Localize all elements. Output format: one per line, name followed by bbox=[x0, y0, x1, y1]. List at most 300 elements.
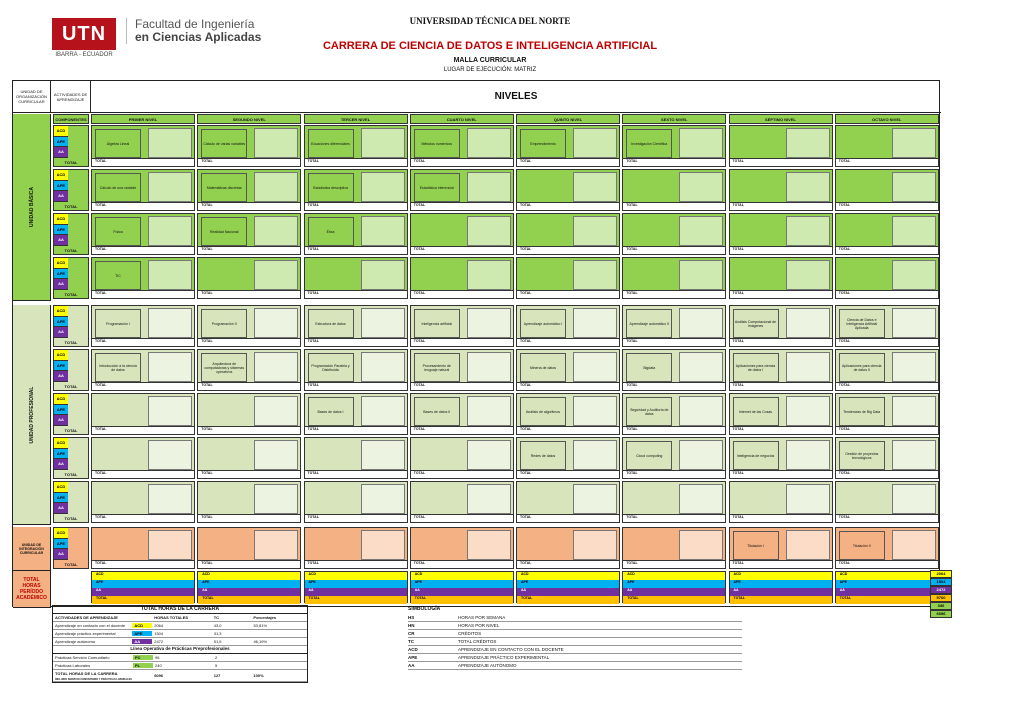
col-activity-header: ACTIVIDADES DE APRENDIZAJE bbox=[51, 81, 91, 113]
subject-hours-grid bbox=[892, 216, 936, 246]
activity-acd-label: ACD bbox=[54, 482, 68, 493]
period-total-aa: AA bbox=[305, 588, 407, 596]
period-total-aa: AA bbox=[517, 588, 619, 596]
subject-cell bbox=[197, 349, 301, 391]
subject-total-row: TOTAL bbox=[411, 290, 513, 298]
subject-total-row: TOTAL bbox=[730, 426, 832, 434]
activity-aa-label: AA bbox=[54, 459, 68, 470]
subject-cell bbox=[197, 125, 301, 167]
activity-ape-label: APE bbox=[54, 449, 68, 460]
subject-total-row: TOTAL bbox=[92, 560, 194, 568]
subject-name: Investigación Científica bbox=[626, 129, 672, 158]
subject-hours-grid bbox=[679, 440, 723, 470]
subject-total-row: TOTAL bbox=[730, 514, 832, 522]
subject-hours-grid bbox=[786, 396, 830, 426]
subject-cell bbox=[622, 169, 726, 211]
subject-total-row: TOTAL bbox=[411, 246, 513, 254]
simbologia-value: HORAS POR NIVEL bbox=[458, 623, 500, 628]
activity-total-label: TOTAL bbox=[64, 292, 78, 298]
utn-logo-sub: IBARRA - ECUADOR bbox=[55, 52, 113, 58]
activity-total-label: TOTAL bbox=[64, 428, 78, 434]
faculty-line1: Facultad de Ingeniería bbox=[135, 17, 255, 31]
right-total-1: 1504 bbox=[930, 578, 952, 586]
activity-aa-label: AA bbox=[54, 279, 68, 290]
niveles-header: NIVELES bbox=[91, 81, 941, 113]
period-total-total: TOTAL bbox=[411, 596, 513, 604]
subject-cell bbox=[304, 393, 408, 435]
subject-hours-grid bbox=[467, 352, 511, 382]
subject-hours-grid bbox=[786, 308, 830, 338]
subject-name: Procesamiento de lenguaje natural bbox=[414, 353, 460, 382]
subject-hours-grid bbox=[361, 216, 405, 246]
subject-hours-grid bbox=[786, 352, 830, 382]
activity-total-label: TOTAL bbox=[64, 340, 78, 346]
period-total-acd: ACD bbox=[517, 572, 619, 580]
period-total-aa: AA bbox=[92, 588, 194, 596]
subject-hours-grid bbox=[892, 484, 936, 514]
subject-total-row: TOTAL bbox=[517, 514, 619, 522]
career-hours-summary bbox=[52, 605, 308, 683]
period-total-ape: APE bbox=[92, 580, 194, 588]
subject-total-row: TOTAL bbox=[623, 246, 725, 254]
subject-cell bbox=[622, 481, 726, 523]
subject-cell bbox=[835, 349, 939, 391]
subject-total-row: TOTAL bbox=[623, 560, 725, 568]
subject-hours-grid bbox=[254, 440, 298, 470]
subject-total-row: TOTAL bbox=[411, 202, 513, 210]
subject-hours-grid bbox=[148, 308, 192, 338]
right-total-4: 336 bbox=[930, 602, 952, 610]
subject-cell bbox=[91, 257, 195, 299]
subject-name: Bases de datos II bbox=[414, 397, 460, 426]
subject-total-row: TOTAL bbox=[92, 246, 194, 254]
right-total-5: 6096 bbox=[930, 610, 952, 618]
subject-cell bbox=[410, 349, 514, 391]
malla-subtitle: MALLA CURRICULAR bbox=[453, 57, 527, 64]
subject-total-row: TOTAL bbox=[730, 290, 832, 298]
activity-block bbox=[53, 257, 89, 299]
subject-name: Estructura de datos bbox=[308, 309, 354, 338]
period-total-total: TOTAL bbox=[730, 596, 832, 604]
subject-hours-grid bbox=[573, 530, 617, 560]
subject-hours-grid bbox=[254, 308, 298, 338]
activity-block bbox=[53, 481, 89, 523]
simbologia-row bbox=[408, 662, 742, 670]
subject-total-row: TOTAL bbox=[517, 290, 619, 298]
unit-total-hours-text: TOTAL HORAS PERÍODO ACADÉMICO bbox=[16, 577, 47, 601]
subject-total-row: TOTAL bbox=[623, 470, 725, 478]
subject-cell bbox=[729, 305, 833, 347]
subject-hours-grid bbox=[254, 216, 298, 246]
summary-row-tc: 43,0 bbox=[213, 623, 222, 628]
summary-row-tag: APE bbox=[132, 631, 152, 636]
subject-cell bbox=[729, 349, 833, 391]
period-total-acd: ACD bbox=[730, 572, 832, 580]
subject-cell bbox=[91, 125, 195, 167]
period-total-aa: AA bbox=[730, 588, 832, 596]
subject-total-row: TOTAL bbox=[305, 382, 407, 390]
practice-row-hours: 96 bbox=[155, 655, 160, 660]
subject-cell bbox=[729, 169, 833, 211]
subject-name: Física bbox=[95, 217, 141, 246]
subject-total-row: TOTAL bbox=[305, 202, 407, 210]
period-total-total: TOTAL bbox=[92, 596, 194, 604]
activity-ape-label: APE bbox=[54, 539, 68, 550]
summary-row-tag: ACD bbox=[132, 623, 152, 628]
subject-cell bbox=[516, 393, 620, 435]
activity-ape-label: APE bbox=[54, 317, 68, 328]
subject-cell bbox=[304, 437, 408, 479]
simbologia-value: APRENDIZAJE AUTÓNOMO bbox=[458, 663, 517, 668]
subject-name: Inteligencia artificial bbox=[414, 309, 460, 338]
subject-cell bbox=[91, 305, 195, 347]
subject-total-row: TOTAL bbox=[517, 338, 619, 346]
subject-cell bbox=[197, 257, 301, 299]
period-total-cell bbox=[729, 571, 833, 603]
subject-cell bbox=[835, 393, 939, 435]
activity-ape-label: APE bbox=[54, 181, 68, 192]
subject-name: Aprendizaje automático II bbox=[626, 309, 672, 338]
subject-cell bbox=[516, 257, 620, 299]
activity-aa-label: AA bbox=[54, 549, 68, 560]
subject-total-row: TOTAL bbox=[623, 158, 725, 166]
unit-integ-label bbox=[13, 527, 51, 571]
subject-hours-grid bbox=[467, 396, 511, 426]
period-total-cell bbox=[410, 571, 514, 603]
practice-row bbox=[53, 662, 307, 670]
activity-total-label: TOTAL bbox=[64, 204, 78, 210]
curriculum-grid bbox=[12, 80, 940, 607]
subject-hours-grid bbox=[573, 260, 617, 290]
simbologia-title: SIMBOLOGÍA bbox=[408, 606, 441, 612]
summary-row-hours: 2472 bbox=[154, 639, 164, 644]
subject-cell bbox=[410, 305, 514, 347]
subject-cell bbox=[304, 257, 408, 299]
subject-name: Cálculo de varias variables bbox=[201, 129, 247, 158]
subject-total-row: TOTAL bbox=[198, 470, 300, 478]
subject-cell bbox=[729, 527, 833, 569]
activity-total-label: TOTAL bbox=[64, 384, 78, 390]
subject-cell bbox=[304, 527, 408, 569]
summary-total-row bbox=[53, 670, 307, 682]
subject-total-row: TOTAL bbox=[305, 338, 407, 346]
activity-block bbox=[53, 169, 89, 211]
subject-cell bbox=[516, 349, 620, 391]
subject-cell bbox=[835, 481, 939, 523]
subject-total-row: TOTAL bbox=[198, 290, 300, 298]
subject-total-row: TOTAL bbox=[92, 382, 194, 390]
period-total-cell bbox=[197, 571, 301, 603]
subject-total-row: TOTAL bbox=[411, 470, 513, 478]
level-header: PRIMER NIVEL bbox=[91, 114, 195, 124]
summary-header-row bbox=[53, 614, 307, 622]
period-total-aa: AA bbox=[623, 588, 725, 596]
subject-total-row: TOTAL bbox=[92, 290, 194, 298]
subject-total-row: TOTAL bbox=[198, 158, 300, 166]
subject-hours-grid bbox=[892, 260, 936, 290]
subject-cell bbox=[304, 169, 408, 211]
activity-ape-label: APE bbox=[54, 361, 68, 372]
summary-row bbox=[53, 630, 307, 638]
subject-cell bbox=[729, 125, 833, 167]
subject-cell bbox=[91, 169, 195, 211]
subject-name: Métodos numéricos bbox=[414, 129, 460, 158]
summary-row-tag: AA bbox=[132, 639, 152, 644]
subject-total-row: TOTAL bbox=[411, 382, 513, 390]
subject-total-row: TOTAL bbox=[411, 158, 513, 166]
subject-total-row: TOTAL bbox=[517, 158, 619, 166]
subject-name: Ciencia de Datos e Inteligencia Artificial Aplicada bbox=[839, 309, 885, 338]
activity-total-label: TOTAL bbox=[64, 472, 78, 478]
right-total-3: 5760 bbox=[930, 594, 952, 602]
period-total-acd: ACD bbox=[198, 572, 300, 580]
subject-total-row: TOTAL bbox=[92, 338, 194, 346]
subject-name: Aplicaciones para ciencia de datos I bbox=[733, 353, 779, 382]
subject-cell bbox=[410, 213, 514, 255]
subject-hours-grid bbox=[148, 440, 192, 470]
unit-basic-label bbox=[13, 114, 51, 301]
unit-basic-text: UNIDAD BÁSICA bbox=[28, 187, 35, 227]
summary-row-hours: 2064 bbox=[154, 623, 164, 628]
unit-integ-text: UNIDAD DE INTEGRACIÓN CURRICULAR bbox=[19, 542, 44, 555]
subject-hours-grid bbox=[254, 530, 298, 560]
summary-row-label: Aprendizaje en contacto con el docente bbox=[55, 623, 126, 628]
subject-total-row: TOTAL bbox=[517, 246, 619, 254]
subject-cell bbox=[304, 305, 408, 347]
subject-total-row: TOTAL bbox=[730, 158, 832, 166]
subject-name: Matemáticas discretas bbox=[201, 173, 247, 202]
subject-cell bbox=[91, 481, 195, 523]
subject-cell bbox=[91, 437, 195, 479]
subject-hours-grid bbox=[679, 128, 723, 158]
subject-total-row: TOTAL bbox=[92, 158, 194, 166]
subject-cell bbox=[516, 527, 620, 569]
period-total-ape: APE bbox=[411, 580, 513, 588]
subject-hours-grid bbox=[361, 484, 405, 514]
subject-cell bbox=[410, 125, 514, 167]
subject-cell bbox=[622, 527, 726, 569]
practices-title: Línea Operativa de Prácticas Preprofesionales bbox=[53, 646, 307, 654]
subject-hours-grid bbox=[467, 260, 511, 290]
period-total-aa: AA bbox=[836, 588, 938, 596]
subject-total-row: TOTAL bbox=[836, 290, 938, 298]
activity-acd-label: ACD bbox=[54, 528, 68, 539]
subject-hours-grid bbox=[254, 128, 298, 158]
subject-cell bbox=[304, 349, 408, 391]
subject-name: Programación Paralela y Distribuida bbox=[308, 353, 354, 382]
summary-row-pct: 46,19% bbox=[253, 639, 268, 644]
subject-total-row: TOTAL bbox=[623, 202, 725, 210]
subject-cell bbox=[91, 349, 195, 391]
period-total-ape: APE bbox=[198, 580, 300, 588]
right-total-2: 2472 bbox=[930, 586, 952, 594]
period-total-total: TOTAL bbox=[623, 596, 725, 604]
activity-ape-label: APE bbox=[54, 137, 68, 148]
summary-col2: HORAS TOTALES bbox=[154, 615, 189, 620]
subject-cell bbox=[835, 257, 939, 299]
subject-hours-grid bbox=[573, 308, 617, 338]
university-title: UNIVERSIDAD TÉCNICA DEL NORTE bbox=[409, 16, 571, 26]
simbologia-row bbox=[408, 654, 742, 662]
subject-hours-grid bbox=[148, 128, 192, 158]
subject-hours-grid bbox=[254, 484, 298, 514]
col-unit-header: UNIDAD DE ORGANIZACIÓN CURRICULAR bbox=[13, 81, 51, 113]
subject-hours-grid bbox=[786, 484, 830, 514]
subject-total-row: TOTAL bbox=[305, 246, 407, 254]
simbologia-value: APRENDIZAJE PRÁCTICO EXPERIMENTAL bbox=[458, 655, 550, 660]
practice-row-label: Prácticas Servicio Comunitario bbox=[55, 655, 110, 660]
subject-cell bbox=[835, 213, 939, 255]
practice-row-label: Prácticas Laborales bbox=[55, 663, 91, 668]
subject-total-row: TOTAL bbox=[305, 470, 407, 478]
subject-hours-grid bbox=[148, 530, 192, 560]
subject-cell bbox=[835, 125, 939, 167]
subject-total-row: TOTAL bbox=[730, 246, 832, 254]
subject-hours-grid bbox=[892, 530, 936, 560]
period-total-aa: AA bbox=[411, 588, 513, 596]
activity-block bbox=[53, 393, 89, 435]
subject-total-row: TOTAL bbox=[92, 470, 194, 478]
subject-total-row: TOTAL bbox=[198, 338, 300, 346]
subject-cell bbox=[304, 213, 408, 255]
subject-cell bbox=[835, 437, 939, 479]
subject-total-row: TOTAL bbox=[198, 202, 300, 210]
activity-acd-label: ACD bbox=[54, 394, 68, 405]
subject-name: TIC bbox=[95, 261, 141, 290]
activity-total-label: TOTAL bbox=[64, 248, 78, 254]
subject-name: Bases de datos I bbox=[308, 397, 354, 426]
subject-hours-grid bbox=[361, 260, 405, 290]
subject-cell bbox=[622, 305, 726, 347]
practice-row-tag: PC bbox=[133, 655, 153, 660]
subject-hours-grid bbox=[148, 396, 192, 426]
subject-hours-grid bbox=[573, 352, 617, 382]
activity-acd-label: ACD bbox=[54, 258, 68, 269]
subject-hours-grid bbox=[892, 308, 936, 338]
subject-total-row: TOTAL bbox=[730, 560, 832, 568]
subject-name: Programación I bbox=[95, 309, 141, 338]
subject-total-row: TOTAL bbox=[623, 514, 725, 522]
subject-name: Gestión de proyectos tecnológicos bbox=[839, 441, 885, 470]
simbologia-key: HN bbox=[408, 623, 415, 628]
subject-hours-grid bbox=[573, 396, 617, 426]
subject-cell bbox=[729, 481, 833, 523]
practice-row-tc: 5 bbox=[215, 663, 218, 668]
subject-cell bbox=[516, 481, 620, 523]
simbologia-key: ACD bbox=[408, 647, 418, 652]
simbologia-value: APRENDIZAJE EN CONTACTO CON EL DOCENTE bbox=[458, 647, 564, 652]
subject-total-row: TOTAL bbox=[92, 202, 194, 210]
simbologia-row bbox=[408, 638, 742, 646]
subject-total-row: TOTAL bbox=[623, 426, 725, 434]
subject-hours-grid bbox=[786, 260, 830, 290]
faculty-name bbox=[126, 18, 261, 44]
simbologia-row bbox=[408, 614, 742, 622]
location-label: LUGAR DE EJECUCIÓN: MATRIZ bbox=[443, 67, 537, 73]
subject-hours-grid bbox=[361, 352, 405, 382]
subject-hours-grid bbox=[786, 530, 830, 560]
simbologia-key: HS bbox=[408, 615, 415, 620]
subject-hours-grid bbox=[254, 396, 298, 426]
subject-cell bbox=[197, 213, 301, 255]
simbologia-row bbox=[408, 646, 742, 654]
subject-cell bbox=[516, 125, 620, 167]
subject-total-row: TOTAL bbox=[836, 246, 938, 254]
subject-hours-grid bbox=[467, 530, 511, 560]
subject-name: Redes de datos bbox=[520, 441, 566, 470]
summary-col4: Porcentajes bbox=[253, 615, 277, 620]
subject-name: Realidad Nacional bbox=[201, 217, 247, 246]
summary-row-tc: 51,5 bbox=[213, 639, 222, 644]
activity-block bbox=[53, 349, 89, 391]
period-total-total: TOTAL bbox=[305, 596, 407, 604]
subject-hours-grid bbox=[892, 172, 936, 202]
subject-name: Titulación I bbox=[733, 531, 779, 560]
subject-cell bbox=[91, 527, 195, 569]
subject-total-row: TOTAL bbox=[198, 246, 300, 254]
summary-row-hours: 1504 bbox=[154, 631, 164, 636]
subject-cell bbox=[729, 257, 833, 299]
simbologia-value: HORAS POR SEMANA bbox=[458, 615, 506, 620]
summary-total-tc: 127 bbox=[213, 673, 221, 678]
utn-logo-mark: UTN bbox=[52, 18, 116, 50]
simbologia-key: CR bbox=[408, 631, 415, 636]
activity-block bbox=[53, 437, 89, 479]
period-total-total: TOTAL bbox=[198, 596, 300, 604]
subject-hours-grid bbox=[361, 440, 405, 470]
subject-total-row: TOTAL bbox=[517, 560, 619, 568]
subject-cell bbox=[410, 169, 514, 211]
level-header: SEXTO NIVEL bbox=[622, 114, 726, 124]
subject-total-row: TOTAL bbox=[836, 202, 938, 210]
period-total-acd: ACD bbox=[623, 572, 725, 580]
subject-hours-grid bbox=[892, 396, 936, 426]
subject-name: Titulación II bbox=[839, 531, 885, 560]
period-total-cell bbox=[622, 571, 726, 603]
activity-aa-label: AA bbox=[54, 371, 68, 382]
subject-total-row: TOTAL bbox=[517, 382, 619, 390]
subject-cell bbox=[729, 437, 833, 479]
subject-total-row: TOTAL bbox=[411, 560, 513, 568]
subject-hours-grid bbox=[148, 216, 192, 246]
summary-row-label: Aprendizaje autónomo bbox=[55, 639, 96, 644]
subject-hours-grid bbox=[892, 128, 936, 158]
subject-name: Análisis Computacional de Imágenes bbox=[733, 309, 779, 338]
subject-name: Ecuaciones diferenciales bbox=[308, 129, 354, 158]
summary-row-label: Aprendizaje práctico-experimental bbox=[55, 631, 116, 636]
subject-hours-grid bbox=[467, 308, 511, 338]
activity-acd-label: ACD bbox=[54, 214, 68, 225]
subject-hours-grid bbox=[786, 128, 830, 158]
summary-col1: ACTIVIDADES DE APRENDIZAJE bbox=[55, 615, 118, 620]
subject-name: Ética bbox=[308, 217, 354, 246]
summary-row-pct: 53,81% bbox=[253, 623, 268, 628]
activity-acd-label: ACD bbox=[54, 170, 68, 181]
subject-total-row: TOTAL bbox=[836, 382, 938, 390]
subject-cell bbox=[516, 213, 620, 255]
subject-name: Internet de las Cosas bbox=[733, 397, 779, 426]
subject-hours-grid bbox=[679, 484, 723, 514]
subject-hours-grid bbox=[679, 352, 723, 382]
subject-name: Álgebra Lineal bbox=[95, 129, 141, 158]
subject-cell bbox=[197, 169, 301, 211]
level-header: OCTAVO NIVEL bbox=[835, 114, 939, 124]
summary-row bbox=[53, 622, 307, 630]
simbologia-legend bbox=[408, 606, 742, 670]
subject-cell bbox=[91, 393, 195, 435]
subject-hours-grid bbox=[679, 530, 723, 560]
summary-total-label: TOTAL HORAS DE LA CARRERA bbox=[55, 670, 118, 676]
